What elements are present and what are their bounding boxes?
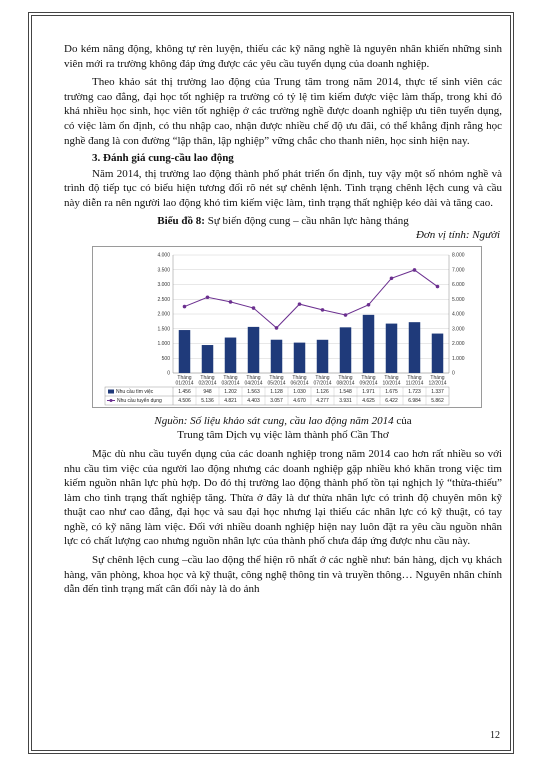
line-point [344, 313, 348, 317]
data-table-value: 1.723 [408, 388, 421, 395]
y-right-tick-label: 4.000 [452, 311, 465, 318]
bar [340, 327, 352, 373]
x-tick-label-period: 05/2014 [267, 380, 286, 387]
x-tick-label-month: Tháng [361, 374, 376, 381]
data-table-value: 1.202 [224, 388, 237, 395]
paragraph-3: Năm 2014, thị trường lao động thành phố phát triển ổn định, tuy vậy một số nhóm nghề và trình độ tiếp tục có biểu hiện tương đối rõ nét sự chênh lệnh. Tình trạng chênh lệch cung và cầu này diễn ra nên người lao động khó tìm kiếm việc làm, tình trạng thất nghiệp kéo dài và tăng cao. [64, 167, 502, 209]
source-line-2: Trung tâm Dịch vụ việc làm thành phố Cần Thơ [177, 429, 389, 442]
data-table-value: 1.971 [362, 388, 375, 395]
line-point [298, 302, 302, 306]
x-tick-label-period: 12/2014 [428, 380, 447, 387]
data-table-value: 4.821 [224, 397, 237, 404]
line-point [436, 284, 440, 288]
series-line [185, 270, 438, 328]
y-right-tick-label: 8.000 [452, 252, 465, 259]
data-table-value: 4.670 [293, 397, 306, 404]
y-left-tick-label: 1.500 [157, 325, 170, 332]
y-right-tick-label: 1.000 [452, 355, 465, 362]
y-right-tick-label: 2.000 [452, 340, 465, 347]
bar [294, 342, 306, 372]
x-tick-label-month: Tháng [430, 374, 445, 381]
figure-caption-text: Sự biến động cung – cầu nhân lực hàng tháng [204, 214, 409, 227]
line-point [183, 304, 187, 308]
x-tick-label-period: 09/2014 [359, 380, 378, 387]
x-tick-label-month: Tháng [384, 374, 399, 381]
x-tick-label-period: 06/2014 [290, 380, 309, 387]
unit-line [64, 228, 500, 243]
bar [386, 323, 398, 372]
data-table-value: 6.422 [385, 397, 398, 404]
paragraph-2: Theo khảo sát thị trường lao động của Trung tâm trong năm 2014, thực tế sinh viên các trường cao đẳng, đại học tốt nghiệp ra trường có tỷ lệ tìm kiếm được việc làm thấp, trong khi đó khá nhiều học sinh, học viên tốt nghiệp ở các trường nghề được doanh nghiệp ưu tiên tuyển dụng, có việc làm ổn định, có thu nhập cao, nhận được nhiều chế độ ưu đãi, có thể khẳng định rằng học nghề đang là con đường “lập thân, lập nghiệp” vững chắc cho thanh niên, học sinh hiện nay. [64, 76, 502, 147]
bar [179, 330, 191, 373]
figure-caption [64, 214, 502, 229]
data-table-value: 1.563 [247, 388, 260, 395]
legend-label: Nhu cầu tuyển dụng [117, 397, 162, 404]
x-tick-label-period: 10/2014 [382, 380, 401, 387]
document-body [64, 42, 502, 597]
data-table-value: 1.548 [339, 388, 352, 395]
legend-label: Nhu cầu tìm việc [116, 388, 154, 395]
x-tick-label-period: 01/2014 [175, 380, 194, 387]
combo-chart [93, 247, 481, 407]
x-tick-label-month: Tháng [292, 374, 307, 381]
y-left-tick-label: 500 [161, 355, 170, 362]
x-tick-label-month: Tháng [315, 374, 330, 381]
x-tick-label-period: 11/2014 [405, 380, 424, 387]
y-left-tick-label: 4.000 [157, 252, 170, 259]
data-table-value: 4.403 [247, 397, 260, 404]
unit-value: Người [472, 229, 500, 242]
line-point [390, 276, 394, 280]
data-table-value: 4.277 [316, 397, 329, 404]
y-right-tick-label: 3.000 [452, 325, 465, 332]
paragraph-4: Mặc dù nhu cầu tuyển dụng của các doanh nghiệp trong năm 2014 cao hơn rất nhiều so với nhu cầu tìm việc của người lao động nhưng các doanh nghiệp gặp nhiều khó khăn trong việc tìm kiếm nguồn nhân lực phù hợp. Do đó thị trường lao động thành phố tồn tại nghịch lý “thừa-thiếu” làm cho tình trạng thất nghiệp tăng. Thừa ở đây là dư thừa nhân lực có trình độ chuyên môn kỹ thuật cao như cao đẳng, đại học và sau đại học nhưng lại thiếu các nhân lực có kỹ thuật, có tay nghề, có kỹ năng làm việc. Đối với nhiều doanh nghiệp hiện nay luôn đặt ra yêu cầu nguồn nhân lực có chất lượng cao nhưng nguồn nhân lực của thành phố chưa đáp ứng được nhu cầu này. [64, 447, 502, 548]
data-table-value: 1.030 [293, 388, 306, 395]
x-tick-label-month: Tháng [200, 374, 215, 381]
paragraph-5: Sự chênh lệch cung –cầu lao động thể hiện rõ nhất ở các nghề như: bán hàng, dịch vụ khách hàng, văn phòng, khoa học và kỹ thuật, công nghệ thông tin và truyền thông… Nguyên nhân chính dẫn đến tình trạng mất cân đối này là do ảnh [64, 554, 502, 596]
line-point [229, 300, 233, 304]
bar [432, 333, 444, 372]
data-table-value: 3.931 [339, 397, 352, 404]
source-line-1-suffix: của [393, 414, 412, 427]
bar [271, 339, 283, 372]
bar [363, 315, 375, 373]
figure-source [64, 414, 502, 443]
x-tick-label-month: Tháng [177, 374, 192, 381]
legend-key-marker [110, 399, 113, 402]
data-table-value: 1.337 [431, 388, 444, 395]
x-tick-label-month: Tháng [223, 374, 238, 381]
data-table-value: 6.984 [408, 397, 421, 404]
data-table-value: 4.625 [362, 397, 375, 404]
data-table-value: 4.506 [178, 397, 191, 404]
line-point [321, 308, 325, 312]
y-left-tick-label: 2.000 [157, 311, 170, 318]
paragraph-1: Do kém năng động, không tự rèn luyện, thiếu các kỹ năng nghề là nguyên nhân khiến những sinh viên mới ra trường không đáp ứng được các yêu cầu tuyển dụng của doanh nghiệp. [64, 43, 502, 70]
source-label: Nguồn: [154, 414, 191, 427]
unit-label: Đơn vị tính: [415, 229, 473, 242]
data-table-value: 3.057 [270, 397, 283, 404]
x-tick-label-period: 04/2014 [244, 380, 263, 387]
x-tick-label-period: 02/2014 [198, 380, 217, 387]
bar [225, 337, 237, 372]
section-heading: 3. Đánh giá cung-cầu lao động [92, 152, 234, 165]
bar [409, 322, 421, 373]
y-left-tick-label: 3.500 [157, 266, 170, 273]
data-table-value: 5.136 [201, 397, 214, 404]
data-table-value: 1.456 [178, 388, 191, 395]
bar [202, 345, 214, 373]
bar [317, 340, 329, 373]
y-right-tick-label: 6.000 [452, 281, 465, 288]
x-tick-label-period: 07/2014 [313, 380, 332, 387]
line-point [206, 295, 210, 299]
y-right-tick-label: 7.000 [452, 266, 465, 273]
page-number: 12 [490, 730, 500, 741]
figure-caption-label: Biểu đồ 8: [157, 214, 205, 227]
line-point [275, 326, 279, 330]
y-left-tick-label: 3.000 [157, 281, 170, 288]
x-tick-label-month: Tháng [407, 374, 422, 381]
y-right-tick-label: 5.000 [452, 296, 465, 303]
x-tick-label-period: 03/2014 [221, 380, 240, 387]
legend-key-bar [108, 389, 114, 393]
y-left-tick-label: 1.000 [157, 340, 170, 347]
line-point [367, 303, 371, 307]
bar [248, 327, 260, 373]
data-table-value: 1.675 [385, 388, 398, 395]
data-table-value: 948 [203, 388, 212, 395]
data-table-value: 5.862 [431, 397, 444, 404]
x-tick-label-month: Tháng [338, 374, 353, 381]
data-table-value: 1.126 [316, 388, 329, 395]
x-tick-label-month: Tháng [269, 374, 284, 381]
y-left-tick-label: 0 [167, 370, 170, 377]
x-tick-label-month: Tháng [246, 374, 261, 381]
line-point [252, 306, 256, 310]
x-tick-label-period: 08/2014 [336, 380, 355, 387]
chart-container [92, 246, 482, 408]
y-left-tick-label: 2.500 [157, 296, 170, 303]
source-line-1: Số liệu khảo sát cung, cầu lao động năm 2014 [190, 414, 394, 427]
y-right-tick-label: 0 [452, 370, 455, 377]
data-table-value: 1.128 [270, 388, 283, 395]
line-point [413, 268, 417, 272]
